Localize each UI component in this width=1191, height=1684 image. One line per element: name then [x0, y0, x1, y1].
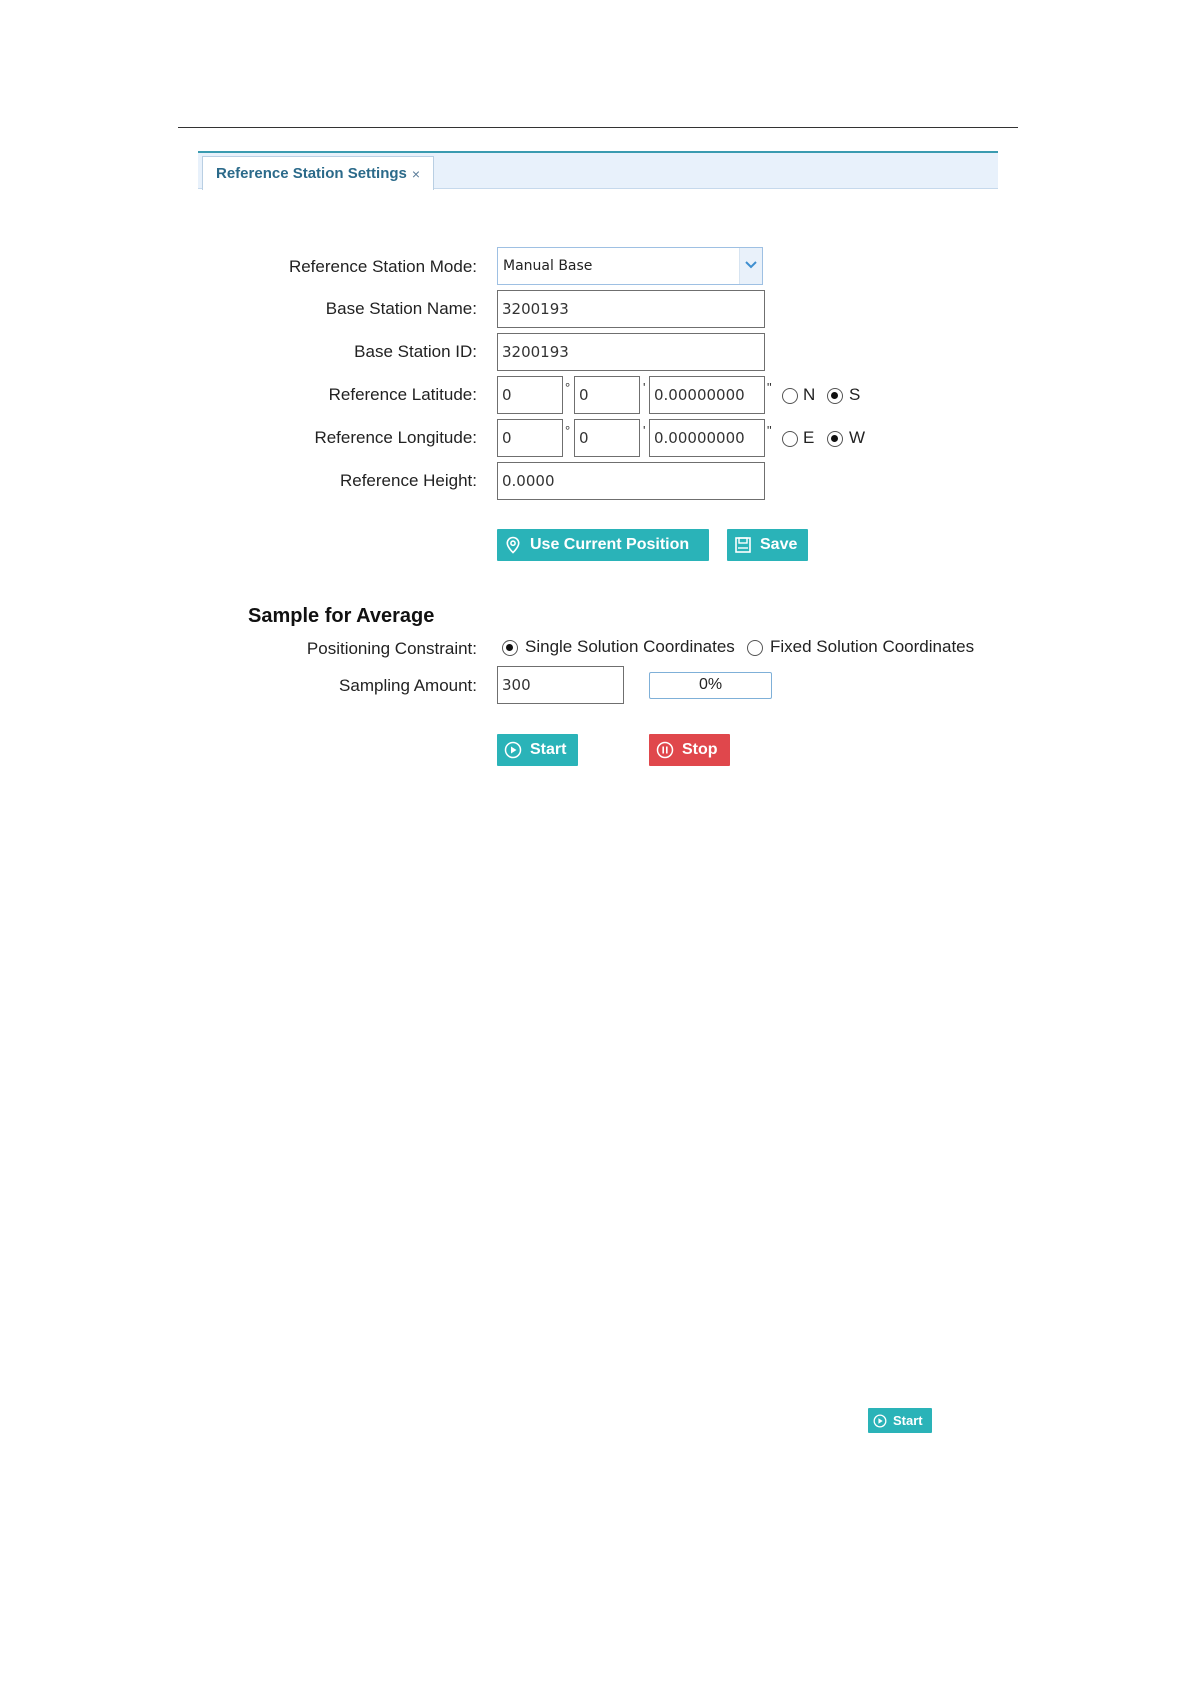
single-solution-radio[interactable] [502, 640, 518, 656]
play-circle-icon [504, 741, 522, 759]
tab-reference-station-settings[interactable] [202, 156, 434, 190]
latitude-s-label: S [849, 385, 861, 404]
height-label: Reference Height: [339, 471, 477, 490]
second-symbol: " [767, 423, 772, 438]
chevron-down-icon [739, 248, 762, 284]
longitude-label: Reference Longitude: [314, 428, 477, 447]
longitude-e-radio[interactable] [782, 431, 798, 447]
longitude-w-radio[interactable] [827, 431, 843, 447]
mode-select[interactable] [497, 247, 763, 285]
longitude-minutes-input[interactable]: 0 [574, 419, 640, 457]
latitude-s-radio[interactable] [827, 388, 843, 404]
mode-label: Reference Station Mode: [288, 257, 477, 276]
save-icon [734, 536, 752, 554]
base-station-name-input[interactable]: 3200193 [497, 290, 765, 328]
longitude-w-label: W [849, 428, 866, 447]
reference-height-input[interactable]: 0.0000 [497, 462, 765, 500]
stop-button[interactable] [649, 734, 730, 766]
play-circle-icon [873, 1414, 887, 1428]
positioning-constraint-label: Positioning Constraint: [306, 639, 477, 658]
base-station-id-input[interactable]: 3200193 [497, 333, 765, 371]
latitude-seconds-input[interactable]: 0.00000000 [649, 376, 765, 414]
fixed-solution-label: Fixed Solution Coordinates [770, 637, 975, 656]
header-rule [178, 127, 1018, 128]
second-symbol: " [767, 380, 772, 395]
latitude-minutes-input[interactable]: 0 [574, 376, 640, 414]
start-button-small[interactable] [868, 1408, 932, 1433]
mode-select-value: Manual Base [503, 258, 593, 274]
minute-symbol: ' [643, 380, 646, 395]
tab-close-icon[interactable]: × [411, 165, 421, 182]
longitude-seconds-input[interactable]: 0.00000000 [649, 419, 765, 457]
start-button[interactable] [497, 734, 578, 766]
use-current-position-label: Use Current Position [530, 536, 690, 553]
latitude-n-label: N [803, 385, 816, 404]
use-current-position-button[interactable] [497, 529, 709, 561]
sample-section-title: Sample for Average [248, 605, 435, 627]
sampling-progress: 0% [649, 672, 772, 699]
degree-symbol: ° [565, 380, 571, 395]
latitude-label: Reference Latitude: [328, 385, 477, 404]
latitude-n-radio[interactable] [782, 388, 798, 404]
name-label: Base Station Name: [325, 299, 477, 318]
save-label: Save [760, 536, 798, 553]
longitude-degrees-input[interactable]: 0 [497, 419, 563, 457]
save-button[interactable] [727, 529, 808, 561]
longitude-e-label: E [803, 428, 815, 447]
start-small-label: Start [893, 1413, 923, 1428]
location-pin-icon [504, 536, 522, 554]
tab-title: Reference Station Settings [216, 165, 407, 182]
degree-symbol: ° [565, 423, 571, 438]
latitude-degrees-input[interactable]: 0 [497, 376, 563, 414]
sampling-amount-label: Sampling Amount: [339, 676, 477, 695]
id-label: Base Station ID: [354, 342, 477, 361]
pause-circle-icon [656, 741, 674, 759]
single-solution-label: Single Solution Coordinates [525, 637, 735, 656]
minute-symbol: ' [643, 423, 646, 438]
fixed-solution-radio[interactable] [747, 640, 763, 656]
start-label: Start [530, 741, 567, 758]
sampling-amount-input[interactable]: 300 [497, 666, 624, 704]
stop-label: Stop [682, 741, 718, 758]
